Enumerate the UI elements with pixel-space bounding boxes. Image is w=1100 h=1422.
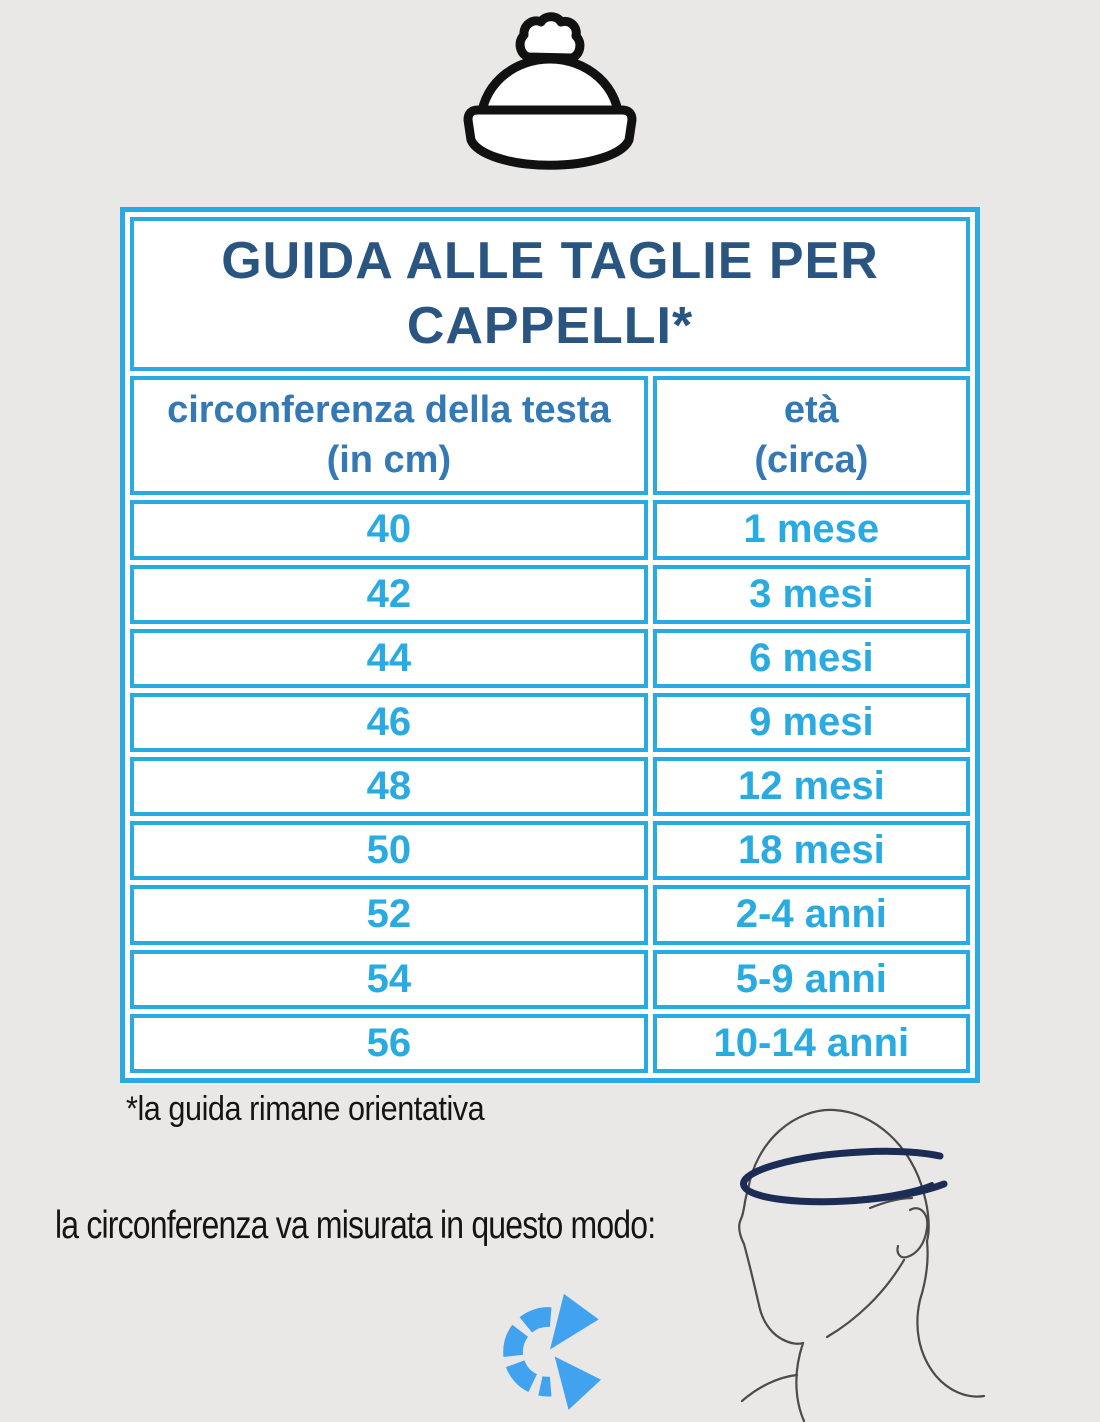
column-header-circumference-line2: (in cm)	[326, 438, 452, 481]
table-title-line1: GUIDA ALLE TAGLIE PER	[221, 232, 879, 291]
head-measurement-illustration	[700, 1098, 1100, 1422]
column-header-circumference	[130, 376, 648, 495]
table-row	[130, 693, 970, 752]
table-title	[130, 217, 970, 371]
column-header-age	[653, 376, 970, 495]
table-title-line2: CAPPELLI*	[406, 297, 694, 356]
cell-age: 1 mese	[653, 500, 970, 559]
cell-cm: 48	[130, 757, 648, 816]
cell-age: 6 mesi	[653, 629, 970, 688]
table-row	[130, 500, 970, 559]
column-header-age-line2: (circa)	[754, 438, 869, 481]
column-header-age-line1: età	[783, 389, 839, 432]
beanie-hat-icon	[450, 10, 650, 182]
table-row	[130, 1014, 970, 1073]
cell-cm: 42	[130, 565, 648, 624]
column-header-circumference-line1: circonferenza della testa	[167, 389, 611, 432]
cell-cm: 44	[130, 629, 648, 688]
cell-age: 12 mesi	[653, 757, 970, 816]
table-row	[130, 950, 970, 1009]
table-row	[130, 757, 970, 816]
table-row	[130, 629, 970, 688]
footnote: *la guida rimane orientativa	[126, 1090, 485, 1128]
table-row	[130, 885, 970, 944]
cell-age: 3 mesi	[653, 565, 970, 624]
cell-cm: 56	[130, 1014, 648, 1073]
cell-cm: 50	[130, 821, 648, 880]
segmented-c-logo	[492, 1284, 608, 1422]
size-guide-table	[120, 207, 980, 1083]
table-row	[130, 821, 970, 880]
cell-age: 5-9 anni	[653, 950, 970, 1009]
cell-age: 18 mesi	[653, 821, 970, 880]
cell-cm: 46	[130, 693, 648, 752]
cell-cm: 40	[130, 500, 648, 559]
table-row	[130, 565, 970, 624]
cell-age: 10-14 anni	[653, 1014, 970, 1073]
cell-age: 2-4 anni	[653, 885, 970, 944]
cell-age: 9 mesi	[653, 693, 970, 752]
measure-instruction: la circonferenza va misurata in questo modo:	[55, 1204, 656, 1247]
cell-cm: 52	[130, 885, 648, 944]
cell-cm: 54	[130, 950, 648, 1009]
